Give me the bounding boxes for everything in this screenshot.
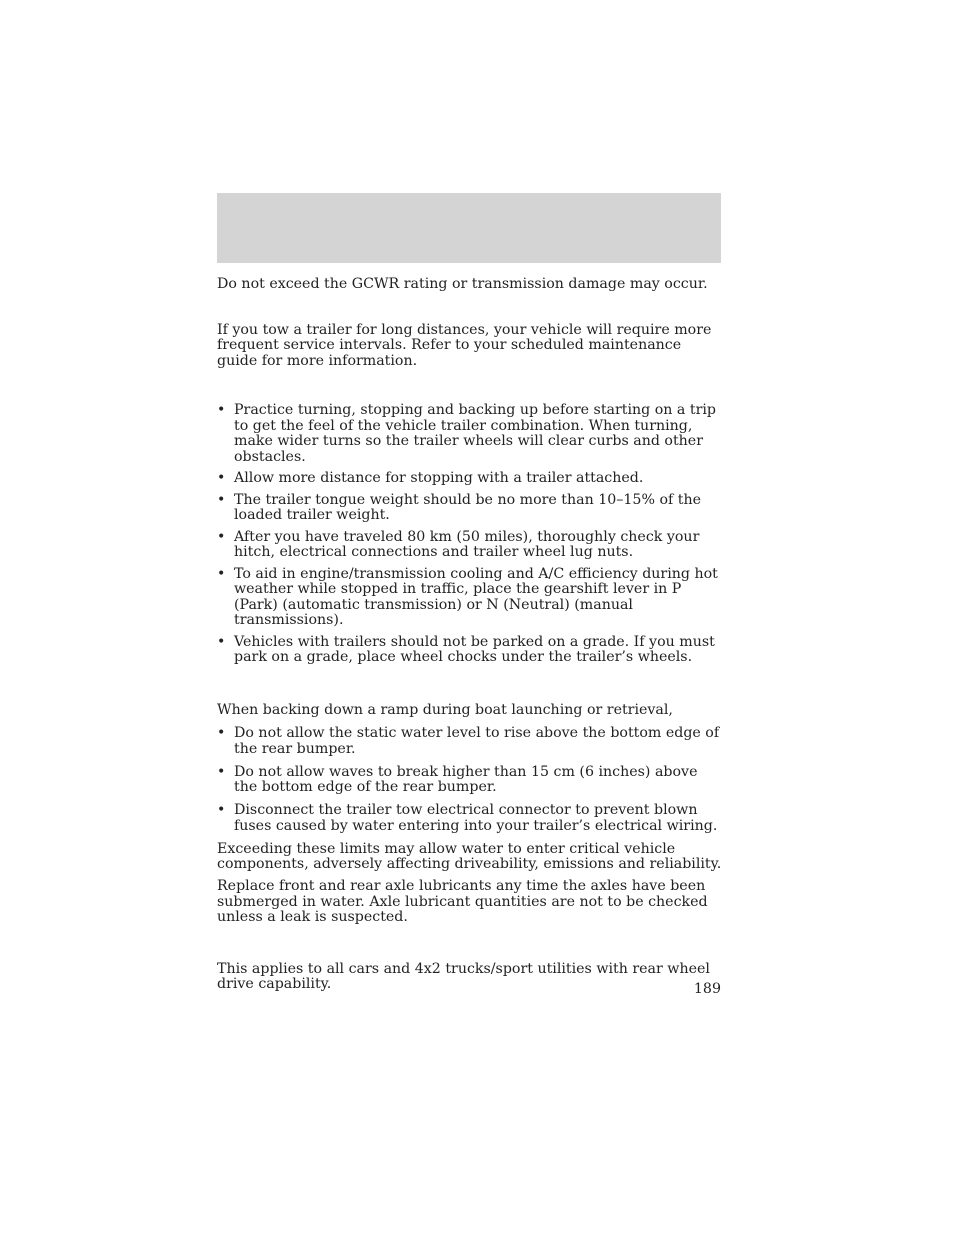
list-item: • The trailer tongue weight should be no more than 10–15% of the loaded trailer weight. bbox=[217, 491, 701, 523]
list-item: • Do not allow waves to break higher than 15 cm (6 inches) above the bottom edge of the rear bumper. bbox=[217, 763, 698, 795]
exceeding-limits-paragraph: Exceeding these limits may allow water to enter critical vehicle components, adversely affecting driveability, emissions and reliability. bbox=[217, 840, 722, 872]
bullet-icon: • bbox=[217, 565, 226, 582]
list-item: • After you have traveled 80 km (50 miles), thoroughly check your hitch, electrical connections and trailer wheel lug nuts. bbox=[217, 528, 700, 560]
page-content bbox=[217, 277, 723, 993]
list-item: • Vehicles with trailers should not be parked on a grade. If you must park on a grade, place wheel chocks under the trailer’s wheels. bbox=[217, 633, 715, 665]
bullet-icon: • bbox=[217, 528, 226, 545]
gcwr-warning: Do not exceed the GCWR rating or transmission damage may occur. bbox=[217, 276, 708, 292]
list-item: • Practice turning, stopping and backing up before starting on a trip to get the feel of the vehicle trailer combination. When turning, make wider turns so the trailer wheels will clear curbs and other obstacles. bbox=[217, 402, 716, 465]
list-item: • Allow more distance for stopping with a trailer attached. bbox=[217, 470, 644, 486]
bullet-icon: • bbox=[217, 802, 226, 818]
page-number: 189 bbox=[693, 981, 721, 997]
section-header-band bbox=[217, 193, 721, 263]
list-item: • Do not allow the static water level to rise above the bottom edge of the rear bumper. bbox=[217, 725, 720, 757]
bullet-icon: • bbox=[217, 725, 226, 741]
ramp-rules-list bbox=[217, 726, 723, 834]
ramp-intro-paragraph: When backing down a ramp during boat launching or retrieval, bbox=[217, 701, 673, 718]
bullet-icon: • bbox=[217, 633, 226, 650]
axle-lubricant-paragraph: Replace front and rear axle lubricants any time the axles have been submerged in water. Axle lubricant quantities are not to be checked unless a leak is suspected. bbox=[217, 878, 708, 925]
bullet-icon: • bbox=[217, 763, 226, 780]
bullet-icon: • bbox=[217, 402, 226, 418]
list-item: • Disconnect the trailer tow electrical connector to prevent blown fuses caused by water entering into your trailer’s electrical wiring. bbox=[217, 802, 718, 834]
list-item: • To aid in engine/transmission cooling and A/C efficiency during hot weather while stopped in traffic, place the gearshift lever in P (Park) (automatic transmission) or N (Neutral) (manual transmissions). bbox=[217, 565, 718, 628]
bullet-icon: • bbox=[217, 491, 226, 508]
applies-paragraph: This applies to all cars and 4x2 trucks/sport utilities with rear wheel drive capability. bbox=[217, 960, 710, 992]
service-interval-paragraph: If you tow a trailer for long distances, your vehicle will require more frequent service intervals. Refer to your scheduled maintenance guide for more information. bbox=[217, 321, 712, 369]
towing-tips-list bbox=[217, 403, 723, 666]
bullet-icon: • bbox=[217, 470, 226, 486]
